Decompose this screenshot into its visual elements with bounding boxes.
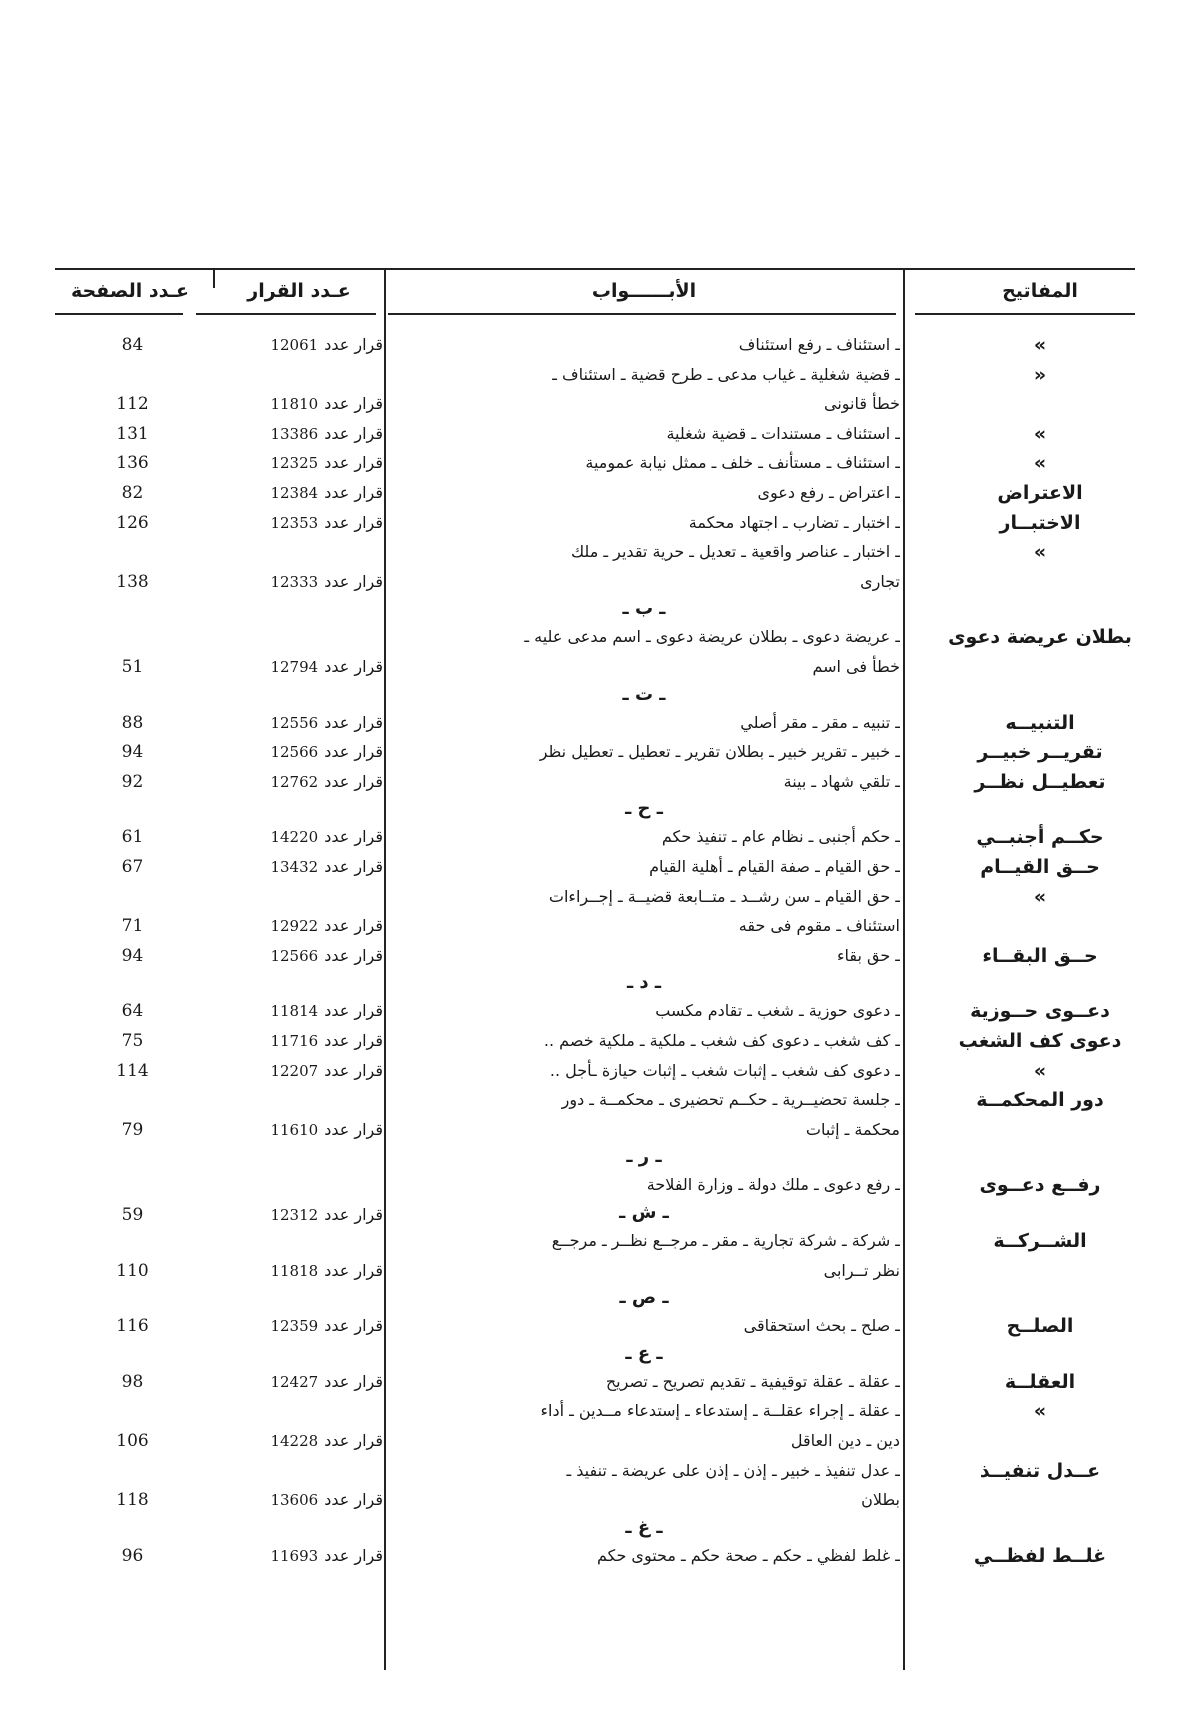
decision-label: قرار عدد — [324, 1120, 383, 1139]
table-row — [0, 567, 1195, 597]
header-decision-number: عـدد القرار — [247, 280, 351, 302]
row-subject: بطلان — [388, 1485, 900, 1515]
row-page-number: 51 — [121, 657, 144, 677]
row-decision — [215, 852, 383, 882]
table-row — [0, 389, 1195, 419]
table-row — [0, 996, 1195, 1026]
row-key: حكــم أجنبــي — [976, 826, 1104, 848]
row-key: « — [1033, 364, 1047, 386]
decision-number: 11716 — [270, 1032, 319, 1050]
table-row — [0, 767, 1195, 797]
row-key — [905, 652, 1175, 682]
row-page-number: 88 — [121, 713, 144, 733]
row-subject: ـ قضية شغلية ـ غياب مدعى ـ طرح قضية ـ استئناف ـ — [388, 360, 900, 390]
section-letter: ـ ع ـ — [625, 1343, 663, 1364]
table-row — [0, 882, 1195, 912]
row-page-number: 94 — [121, 742, 144, 762]
row-key: الاختبــار — [999, 512, 1081, 534]
decision-number: 11814 — [270, 1002, 319, 1020]
row-subject: ـ خبير ـ تقرير خبير ـ بطلان تقرير ـ تعطيل ـ تعطيل نظر — [388, 737, 900, 767]
row-decision — [215, 1256, 383, 1286]
row-decision — [215, 822, 383, 852]
table-row — [0, 1115, 1195, 1145]
decision-number: 13432 — [270, 858, 319, 876]
row-subject: ـ استئناف ـ مستأنف ـ خلف ـ ممثل نيابة عمومية — [388, 448, 900, 478]
row-page-number: 94 — [121, 946, 144, 966]
table-row — [0, 1256, 1195, 1286]
decision-label: قرار عدد — [324, 827, 383, 846]
table-row — [0, 1367, 1195, 1397]
decision-label: قرار عدد — [324, 916, 383, 935]
decision-number: 12566 — [270, 947, 319, 965]
table-row — [0, 1226, 1195, 1256]
table-row — [0, 419, 1195, 449]
decision-label: قرار عدد — [324, 483, 383, 502]
decision-number: 13386 — [270, 425, 319, 443]
decision-label: قرار عدد — [324, 1490, 383, 1509]
decision-number: 11818 — [270, 1262, 319, 1280]
decision-number: 12312 — [270, 1206, 319, 1224]
decision-number: 12794 — [270, 658, 319, 676]
row-subject: ـ عقلة ـ عقلة توقيفية ـ تقديم تصريح ـ تصريح — [388, 1367, 900, 1397]
header-chapters: الأبــــــواب — [591, 280, 697, 302]
table-row — [0, 1170, 1195, 1200]
row-page-number: 136 — [116, 453, 149, 473]
decision-label: قرار عدد — [324, 742, 383, 761]
row-decision — [215, 1311, 383, 1341]
row-page-number: 106 — [116, 1431, 149, 1451]
row-page-number: 110 — [116, 1261, 149, 1281]
table-row — [0, 1396, 1195, 1426]
row-subject: دين ـ دين العاقل — [388, 1426, 900, 1456]
section-letter: ـ ش ـ — [619, 1202, 669, 1223]
row-decision — [215, 1115, 383, 1145]
row-key: الشــركــة — [993, 1230, 1087, 1252]
row-key: دعوى كف الشغب — [958, 1030, 1122, 1052]
row-key: بطلان عريضة دعوى — [948, 626, 1132, 648]
decision-number: 11810 — [270, 395, 319, 413]
row-decision — [215, 996, 383, 1026]
row-subject: ـ حق القيام ـ سن رشــد ـ متــابعة قضيــة ـ إجــراءات — [388, 882, 900, 912]
row-key: حــق البقــاء — [982, 945, 1098, 967]
decision-label: قرار عدد — [324, 657, 383, 676]
table-row — [0, 1456, 1195, 1486]
table-row — [0, 622, 1195, 652]
section-letter: ـ غ ـ — [625, 1517, 663, 1538]
row-decision — [215, 1485, 383, 1515]
row-page-number: 64 — [121, 1001, 144, 1021]
header-page-number: عـدد الصفحة — [70, 280, 190, 302]
row-subject: نظر تــرابى — [388, 1256, 900, 1286]
header-underline-keys — [915, 313, 1135, 315]
row-key: حــق القيــام — [980, 856, 1100, 878]
row-subject: ـ استئناف ـ رفع استئناف — [388, 330, 900, 360]
table-row — [0, 1426, 1195, 1456]
row-page-number: 131 — [116, 424, 149, 444]
decision-number: 12762 — [270, 773, 319, 791]
row-decision — [215, 1056, 383, 1086]
row-decision — [215, 767, 383, 797]
row-key — [905, 1256, 1175, 1286]
decision-label: قرار عدد — [324, 1001, 383, 1020]
row-page-number: 82 — [121, 483, 144, 503]
table-row — [0, 537, 1195, 567]
table-row — [0, 330, 1195, 360]
section-letter: ـ ر ـ — [626, 1146, 662, 1167]
row-key: » — [1033, 886, 1047, 908]
table-row — [0, 360, 1195, 390]
row-key: » — [1033, 1400, 1047, 1422]
row-key — [905, 1426, 1175, 1456]
row-decision — [215, 652, 383, 682]
row-page-number: 138 — [116, 572, 149, 592]
table-row — [0, 708, 1195, 738]
row-decision — [215, 737, 383, 767]
row-subject: تجارى — [388, 567, 900, 597]
row-page-number: 84 — [121, 335, 144, 355]
table-row — [0, 1311, 1195, 1341]
table-row — [0, 737, 1195, 767]
row-subject: ـ حق بقاء — [388, 941, 900, 971]
row-subject: ـ اختبار ـ تضارب ـ اجتهاد محكمة — [388, 508, 900, 538]
row-key: غلــط لفظــي — [973, 1545, 1107, 1567]
decision-number: 12922 — [270, 917, 319, 935]
row-decision — [215, 448, 383, 478]
row-subject: ـ صلح ـ بحث استحقاقى — [388, 1311, 900, 1341]
row-decision — [215, 708, 383, 738]
row-key: » — [1033, 452, 1047, 474]
decision-label: قرار عدد — [324, 713, 383, 732]
decision-number: 12566 — [270, 743, 319, 761]
decision-number: 13606 — [270, 1491, 319, 1509]
row-key: » — [1033, 334, 1047, 356]
decision-label: قرار عدد — [324, 1031, 383, 1050]
decision-label: قرار عدد — [324, 394, 383, 413]
table-row — [0, 1085, 1195, 1115]
table-row — [0, 478, 1195, 508]
row-key: دور المحكمــة — [976, 1089, 1104, 1111]
row-subject: ـ اختبار ـ عناصر واقعية ـ تعديل ـ حرية تقدير ـ ملك — [388, 537, 900, 567]
header-keys: المفاتيح — [1002, 280, 1078, 302]
row-subject: ـ شركة ـ شركة تجارية ـ مقر ـ مرجــع نظــر ـ مرجــع — [388, 1226, 900, 1256]
table-row — [0, 1541, 1195, 1571]
decision-number: 12359 — [270, 1317, 319, 1335]
row-decision — [215, 1367, 383, 1397]
row-page-number: 71 — [121, 916, 144, 936]
row-key — [905, 567, 1175, 597]
decision-label: قرار عدد — [324, 1431, 383, 1450]
row-decision — [215, 508, 383, 538]
decision-label: قرار عدد — [324, 772, 383, 791]
row-decision — [215, 911, 383, 941]
row-page-number: 79 — [121, 1120, 144, 1140]
row-key: الصلــح — [1006, 1315, 1074, 1337]
decision-number: 11693 — [270, 1547, 319, 1565]
row-key — [905, 1115, 1175, 1145]
row-subject: ـ رفع دعوى ـ ملك دولة ـ وزارة الفلاحة — [388, 1170, 900, 1200]
row-subject: ـ استئناف ـ مستندات ـ قضية شغلية — [388, 419, 900, 449]
section-letter: ـ ح ـ — [625, 798, 663, 819]
decision-number: 12353 — [270, 514, 319, 532]
section-letter: ـ ب ـ — [622, 598, 666, 619]
decision-label: قرار عدد — [324, 1372, 383, 1391]
table-row — [0, 448, 1195, 478]
decision-label: قرار عدد — [324, 424, 383, 443]
decision-label: قرار عدد — [324, 1261, 383, 1280]
decision-number: 12333 — [270, 573, 319, 591]
row-subject: ـ دعوى كف شغب ـ إثبات شغب ـ إثبات حيازة ـأجل .. — [388, 1056, 900, 1086]
row-page-number: 92 — [121, 772, 144, 792]
row-subject: استئناف ـ مقوم فى حقه — [388, 911, 900, 941]
decision-label: قرار عدد — [324, 946, 383, 965]
table-row — [0, 822, 1195, 852]
row-page-number: 96 — [121, 1546, 144, 1566]
row-subject: ـ عدل تنفيذ ـ خبير ـ إذن ـ إذن على عريضة ـ تنفيذ ـ — [388, 1456, 900, 1486]
table-row — [0, 1056, 1195, 1086]
row-subject: ـ عقلة ـ إجراء عقلــة ـ إستدعاء ـ إستدعاء مــدين ـ أداء — [388, 1396, 900, 1426]
row-key: عــدل تنفيــذ — [979, 1460, 1101, 1482]
row-subject: ـ كف شغب ـ دعوى كف شغب ـ ملكية ـ ملكية خصم .. — [388, 1026, 900, 1056]
table-row — [0, 508, 1195, 538]
row-page-number: 67 — [121, 857, 144, 877]
decision-number: 12427 — [270, 1373, 319, 1391]
row-key — [905, 911, 1175, 941]
row-key — [905, 389, 1175, 419]
row-page-number: 126 — [116, 513, 149, 533]
row-subject: ـ غلط لفظي ـ حكم ـ صحة حكم ـ محتوى حكم — [388, 1541, 900, 1571]
row-key: تقريــر خبيــر — [977, 741, 1103, 763]
row-subject: ـ حق القيام ـ صفة القيام ـ أهلية القيام — [388, 852, 900, 882]
section-letter: ـ ص ـ — [619, 1287, 669, 1308]
decision-label: قرار عدد — [324, 453, 383, 472]
row-decision — [215, 941, 383, 971]
row-page-number: 116 — [116, 1316, 149, 1336]
row-page-number: 59 — [121, 1205, 144, 1225]
row-page-number: 118 — [116, 1490, 149, 1510]
row-key: التنبيــه — [1005, 712, 1075, 734]
row-subject: خطأ فى اسم — [388, 652, 900, 682]
decision-label: قرار عدد — [324, 572, 383, 591]
row-decision — [215, 567, 383, 597]
decision-label: قرار عدد — [324, 1205, 383, 1224]
decision-number: 12325 — [270, 454, 319, 472]
row-subject: ـ تنبيه ـ مقر ـ مقر أصلي — [388, 708, 900, 738]
decision-label: قرار عدد — [324, 513, 383, 532]
row-page-number: 98 — [121, 1372, 144, 1392]
decision-number: 12556 — [270, 714, 319, 732]
decision-label: قرار عدد — [324, 857, 383, 876]
decision-number: 11610 — [270, 1121, 319, 1139]
table-row — [0, 1485, 1195, 1515]
table-row — [0, 941, 1195, 971]
decision-label: قرار عدد — [324, 335, 383, 354]
row-subject: ـ دعوى حوزية ـ شغب ـ تقادم مكسب — [388, 996, 900, 1026]
decision-number: 14220 — [270, 828, 319, 846]
row-page-number: 114 — [116, 1061, 149, 1081]
table-row — [0, 1026, 1195, 1056]
row-key: دعــوى حــوزية — [970, 1000, 1110, 1022]
row-key: العقلــة — [1004, 1371, 1076, 1393]
row-decision — [215, 1426, 383, 1456]
row-subject: خطأ قانونى — [388, 389, 900, 419]
row-subject: ـ عريضة دعوى ـ بطلان عريضة دعوى ـ اسم مدعى عليه ـ — [388, 622, 900, 652]
decision-number: 12384 — [270, 484, 319, 502]
row-page-number: 61 — [121, 827, 144, 847]
row-key: » — [1033, 541, 1047, 563]
row-subject: ـ تلقي شهاد ـ بينة — [388, 767, 900, 797]
section-letter: ـ د ـ — [626, 972, 662, 993]
row-decision — [215, 478, 383, 508]
decision-label: قرار عدد — [324, 1316, 383, 1335]
top-rule — [55, 268, 1135, 270]
row-decision — [215, 1541, 383, 1571]
decision-label: قرار عدد — [324, 1061, 383, 1080]
table-row — [0, 652, 1195, 682]
header-underline-decision — [196, 313, 376, 315]
row-decision — [215, 1026, 383, 1056]
row-decision — [215, 419, 383, 449]
decision-number: 12207 — [270, 1062, 319, 1080]
section-letter: ـ ت ـ — [622, 684, 666, 705]
header-underline-chapters — [388, 313, 896, 315]
decision-label: قرار عدد — [324, 1546, 383, 1565]
decision-number: 14228 — [270, 1432, 319, 1450]
row-decision — [215, 389, 383, 419]
row-key — [905, 1485, 1175, 1515]
row-key: » — [1033, 1060, 1047, 1082]
row-subject: ـ جلسة تحضيــرية ـ حكــم تحضيرى ـ محكمــة ـ دور — [388, 1085, 900, 1115]
row-subject: محكمة ـ إثبات — [388, 1115, 900, 1145]
header-underline-page — [55, 313, 183, 315]
row-subject: ـ اعتراض ـ رفع دعوى — [388, 478, 900, 508]
row-subject: ـ حكم أجنبى ـ نظام عام ـ تنفيذ حكم — [388, 822, 900, 852]
row-key: تعطيــل نظــر — [974, 771, 1106, 793]
table-row — [0, 911, 1195, 941]
row-decision — [215, 330, 383, 360]
row-key: رفــع دعــوى — [979, 1174, 1101, 1196]
row-key: » — [1033, 423, 1047, 445]
row-key: الاعتراض — [997, 482, 1083, 504]
row-page-number: 75 — [121, 1031, 144, 1051]
table-row — [0, 852, 1195, 882]
row-page-number: 112 — [116, 394, 149, 414]
decision-number: 12061 — [270, 336, 319, 354]
